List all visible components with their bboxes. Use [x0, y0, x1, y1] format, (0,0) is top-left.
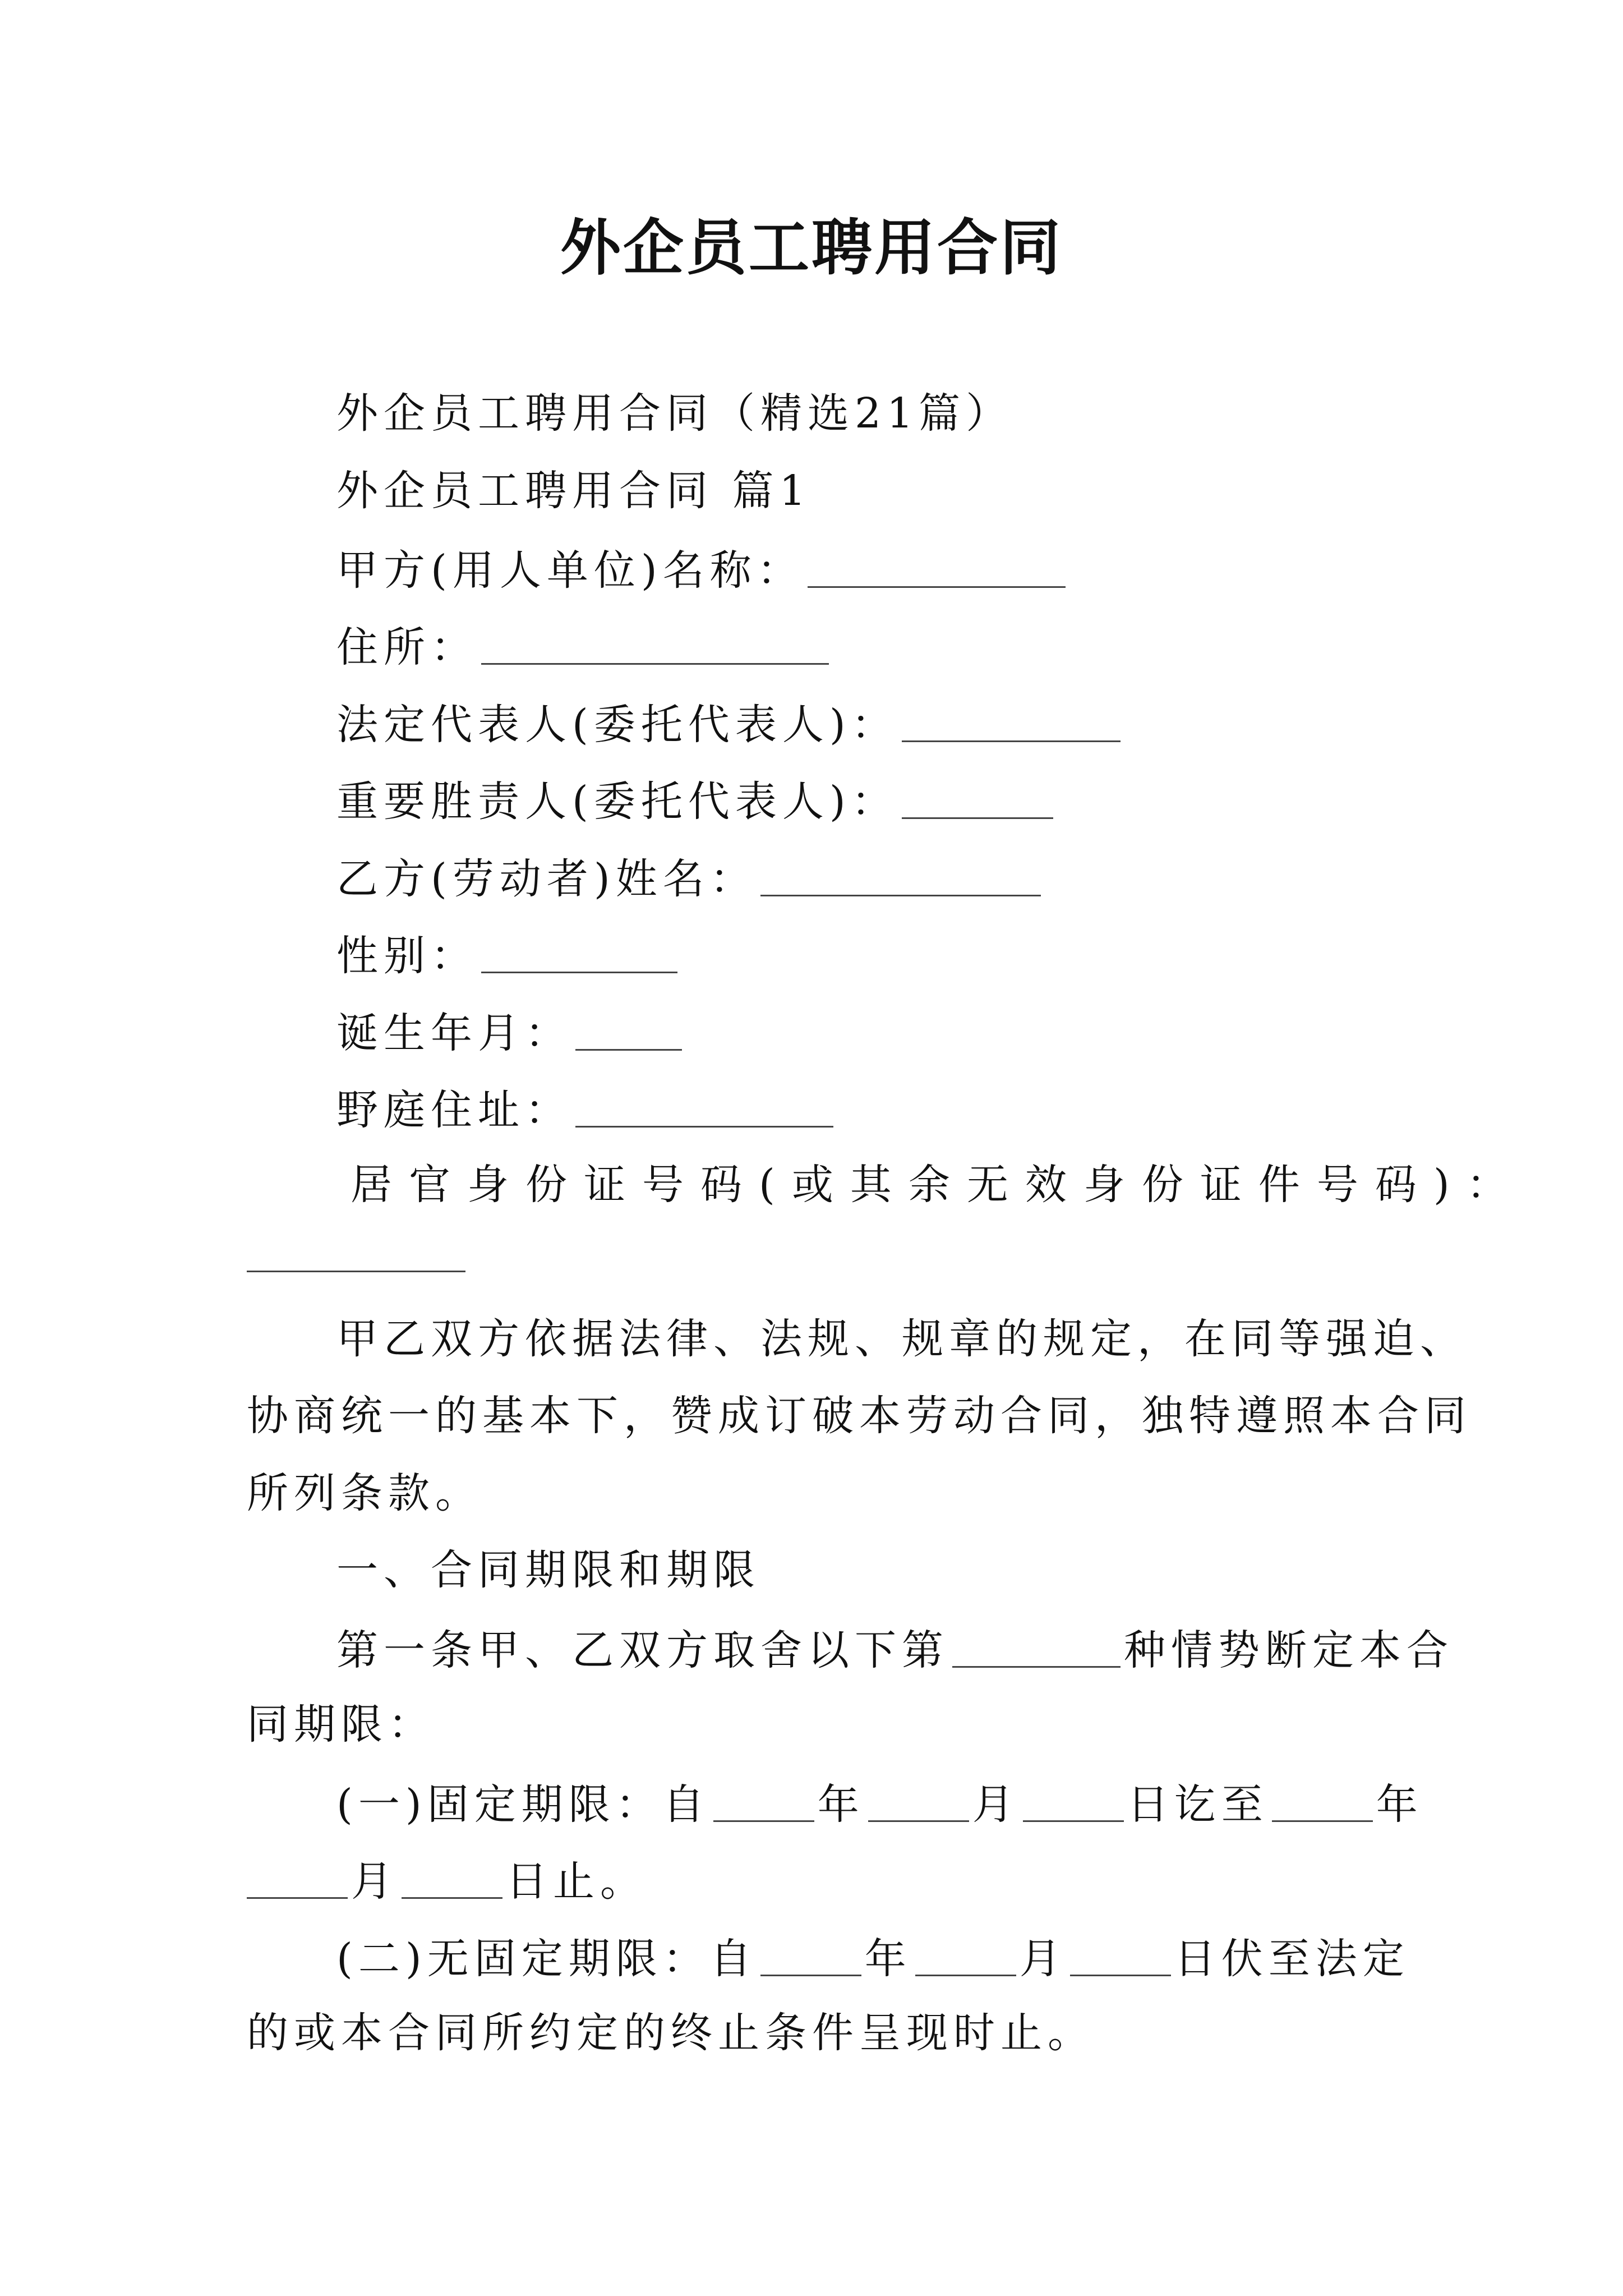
term-label: (二)无固定期限：自	[336, 1935, 757, 1983]
fill-blank	[760, 855, 1041, 896]
field-legal-rep	[336, 701, 1124, 749]
fill-blank	[481, 624, 829, 665]
section-heading: 外企员工聘用合同 篇1	[336, 467, 811, 515]
fill-blank	[575, 1010, 682, 1051]
fill-blank	[402, 1858, 502, 1899]
paragraph-line: 甲乙双方依据法律、法规、规章的规定，在同等强迫、	[336, 1315, 1467, 1363]
field-home-address	[336, 1086, 837, 1134]
field-main-person	[336, 777, 1057, 826]
fill-blank	[760, 1935, 861, 1976]
field-party-a-name	[336, 546, 1069, 595]
paragraph-line: 协商统一的基本下，赞成订破本劳动合同，独特遵照本合同	[247, 1392, 1472, 1440]
subtitle: 外企员工聘用合同（精选21篇）	[336, 389, 1013, 438]
field-label: 住所：	[336, 623, 478, 671]
fill-blank	[575, 1087, 833, 1128]
document-title: 外企员工聘用合同	[560, 213, 1063, 283]
unit-text: 年	[817, 1780, 865, 1829]
unit-text: 日伏至法定	[1174, 1935, 1410, 1983]
article-1-line	[336, 1626, 1454, 1674]
paragraph-line: 所列条款。	[247, 1469, 482, 1517]
field-label: 重要胜责人(委托代表人)：	[336, 777, 898, 826]
field-gender	[336, 932, 681, 980]
fill-blank	[902, 701, 1121, 742]
field-label: 野庭住址：	[336, 1086, 572, 1134]
unit-text: 日讫至	[1127, 1780, 1269, 1829]
unit-text: 年	[864, 1935, 912, 1983]
unit-text: 日止。	[506, 1857, 647, 1906]
chapter-heading: 一、合同期限和期限	[336, 1546, 760, 1594]
fill-blank	[868, 1781, 969, 1822]
field-label: 乙方(劳动者)姓名：	[336, 855, 757, 903]
article-1-line-2: 同期限：	[247, 1700, 435, 1749]
fill-blank	[481, 932, 677, 973]
fill-blank	[1070, 1935, 1171, 1976]
field-birth	[336, 1009, 685, 1057]
fill-blank	[1023, 1781, 1124, 1822]
fill-blank	[902, 778, 1053, 819]
field-party-b-name	[336, 855, 1044, 903]
field-label: 性别：	[336, 932, 478, 980]
fill-blank	[1272, 1781, 1373, 1822]
fixed-term-line	[336, 1780, 1423, 1829]
field-id-number: 居官身份证号码(或其余无效身份证件号码)：	[351, 1161, 1525, 1209]
term-label: (一)固定期限：自	[336, 1780, 710, 1829]
field-label: 法定代表人(委托代表人)：	[336, 701, 898, 749]
article-text: 种情势断定本合	[1124, 1626, 1454, 1674]
fill-blank	[952, 1627, 1121, 1668]
unit-text: 月	[351, 1857, 398, 1906]
fill-blank	[247, 1858, 348, 1899]
unit-text: 年	[1376, 1780, 1423, 1829]
field-address	[336, 623, 832, 671]
fill-blank	[713, 1781, 814, 1822]
field-label: 诞生年月：	[336, 1009, 572, 1057]
unit-text: 月	[1019, 1935, 1067, 1983]
open-term-line-2: 的或本合同所约定的终止条件呈现时止。	[247, 2009, 1095, 2057]
fixed-term-line-2	[247, 1857, 647, 1906]
field-label: 甲方(用人单位)名称：	[336, 546, 804, 595]
fill-blank	[915, 1935, 1016, 1976]
article-text: 第一条甲、乙双方取舍以下第	[336, 1626, 949, 1674]
fill-blank	[808, 547, 1066, 588]
unit-text: 月	[972, 1780, 1020, 1829]
id-number-blank	[247, 1271, 465, 1272]
open-term-line	[336, 1935, 1410, 1983]
